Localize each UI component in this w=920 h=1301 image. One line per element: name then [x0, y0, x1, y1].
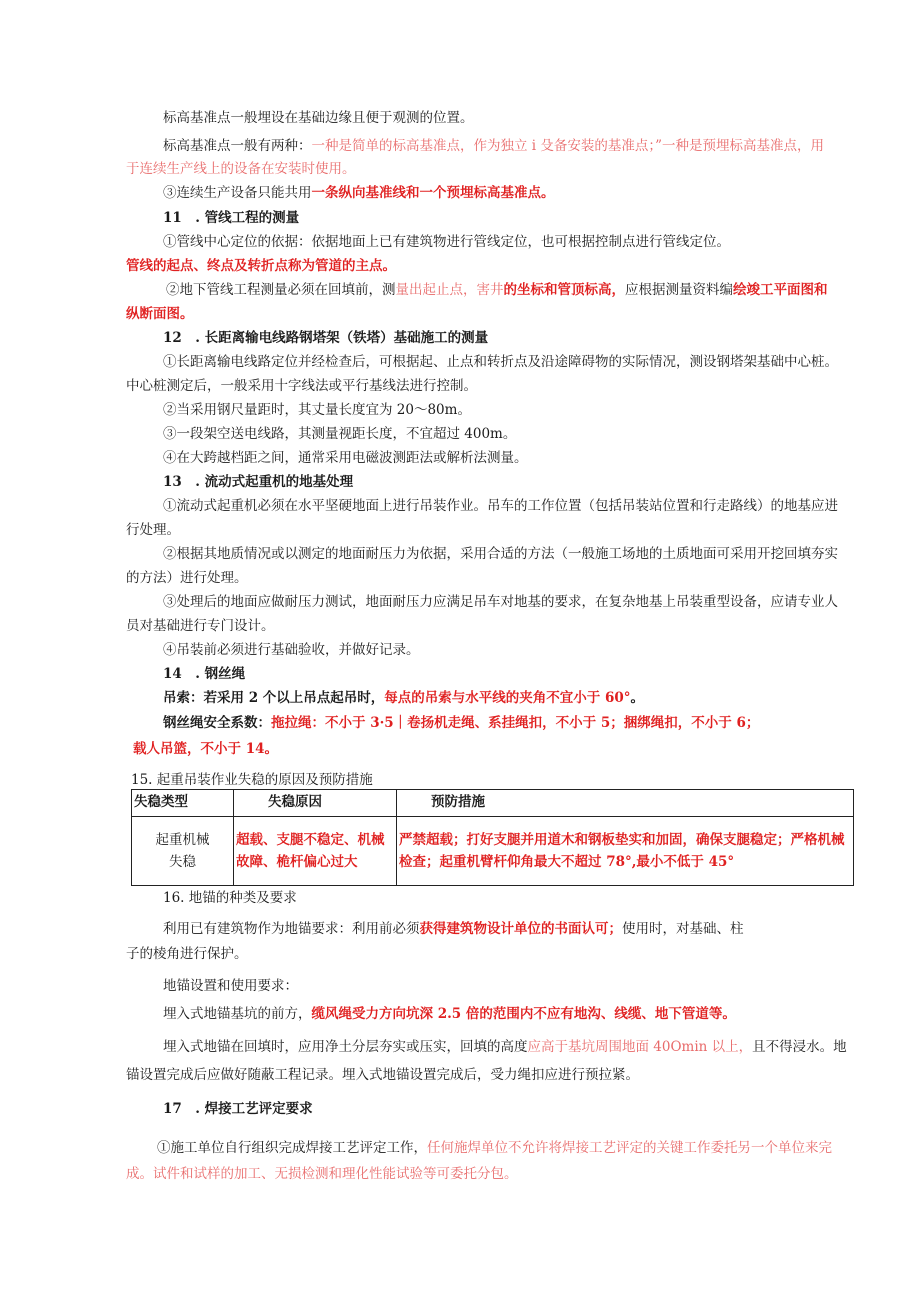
text-run: 吊索：若采用 2 个以上吊点起吊时， — [163, 690, 385, 706]
text-run: 埋入式地锚基坑的前方， — [163, 1006, 312, 1022]
paragraph-line: ③处理后的地面应做耐压力测试，地面耐压力应满足吊车对地基的要求，在复杂地基上吊装重型设备，应请专业人 — [163, 594, 838, 610]
highlight-text: 获得建筑物设计单位的书面认可； — [419, 921, 622, 937]
section-heading-13: 13 . 流动式起重机的地基处理 — [163, 474, 354, 490]
highlight-text: 量出起止点，害井 — [395, 282, 504, 298]
paragraph-line: 地锚设置和使用要求： — [163, 978, 298, 994]
highlight-text: 一种是简单的标高基准点，作为独立 i 殳备安装的基准点；”一种是预埋标高基准点，用 — [311, 138, 825, 154]
paragraph-line: 锚设置完成后应做好随蔽工程记录。埋入式地锚设置完成后，受力绳扣应进行预拉紧。 — [126, 1067, 639, 1083]
instability-table — [131, 789, 854, 886]
paragraph-line: ②根据其地质情况或以测定的地面耐压力为依据，采用合适的方法（一般施工场地的土质地面可采用开挖回填夯实 — [163, 546, 838, 562]
table-cell-measure: 严禁超载；打好支腿并用道木和钢板垫实和加固，确保支腿稳定；严格机械检查；起重机臂杆仰角最大不超过 78°,最小不低于 45° — [397, 817, 854, 886]
paragraph-line: ③一段架空送电线路，其测量视距长度，不宜超过 400m。 — [163, 426, 517, 442]
paragraph-line: ④吊装前必须进行基础验收，并做好记录。 — [163, 642, 420, 658]
paragraph-line — [163, 1005, 736, 1023]
highlight-text: 的坐标和管顶标高， — [503, 282, 625, 298]
paragraph-line — [163, 920, 744, 938]
table-cell-cause: 超载、支腿不稳定、机械故障、桅杆偏心过大 — [234, 817, 397, 886]
paragraph-line — [163, 714, 759, 732]
highlight-text: 一条纵向基准线和一个预埋标高基准点。 — [311, 185, 555, 201]
cell-text: 起重机械 — [155, 832, 210, 848]
table-header-row — [132, 790, 854, 817]
table-header-cell: 预防措施 — [397, 790, 854, 817]
table-row — [132, 817, 854, 886]
cell-text: 失稳 — [169, 854, 196, 870]
highlight-text: 任何施焊单位不允许将焊接工艺评定的关键工作委托另一个单位来完 — [427, 1140, 832, 1156]
paragraph-line: 行处理。 — [126, 522, 180, 538]
table-header-cell: 失稳类型 — [132, 790, 234, 817]
text-run: 应根据测量资料编 — [625, 282, 733, 298]
paragraph-line: 于连续生产线上的设备在安装时使用。 — [126, 161, 356, 177]
section-heading-15: 15. 起重吊装作业失稳的原因及预防措施 — [131, 772, 373, 788]
highlight-line: 纵断面图。 — [126, 306, 194, 322]
highlight-text: 绘竣工平面图和 — [733, 282, 828, 298]
paragraph-line: ①长距离输电线路定位并经检查后，可根据起、止点和转折点及沿途障碍物的实际情况，测设钢塔架基础中心桩。 — [163, 354, 838, 370]
text-run: 钢丝绳安全系数： — [163, 715, 271, 731]
highlight-text: 缆风绳受力方向坑深 2.5 倍的范围内不应有地沟、线缆、地下管道等。 — [311, 1006, 736, 1022]
paragraph-line: 的方法）进行处理。 — [126, 570, 248, 586]
highlight-text: 应高于基坑周围地面 40Omin 以上， — [527, 1039, 753, 1055]
paragraph-line: ①流动式起重机必须在水平坚硬地面上进行吊装作业。吊车的工作位置（包括吊装站位置和行走路线）的地基应进 — [163, 498, 838, 514]
section-heading-14: 14 . 钢丝绳 — [163, 666, 246, 682]
paragraph-line — [163, 137, 824, 155]
paragraph-line: 子的棱角进行保护。 — [126, 946, 248, 962]
highlight-line: 载人吊篮，不小于 14。 — [133, 741, 278, 757]
paragraph-line — [163, 689, 644, 707]
paragraph-line: 标高基准点一般埋设在基础边缘且便于观测的位置。 — [163, 110, 474, 126]
highlight-text: 每点的吊索与水平线的夹角不宜小于 60° — [384, 690, 631, 706]
section-heading-12: 12 . 长距离输电线路钢塔架（铁塔）基础施工的测量 — [163, 330, 489, 346]
section-heading-16: 16. 地锚的种类及要求 — [163, 890, 297, 906]
paragraph-line: 员对基础进行专门设计。 — [126, 618, 275, 634]
text-run: 埋入式地锚在回填时，应用净土分层夯实或压实，回填的高度 — [163, 1039, 528, 1055]
paragraph-line: ②当采用钢尺量距时，其丈量长度宜为 20～80m。 — [163, 402, 471, 418]
paragraph-line — [166, 281, 828, 299]
text-run: 且不得浸水。地 — [752, 1039, 847, 1055]
paragraph-line: ①管线中心定位的依据：依据地面上已有建筑物进行管线定位，也可根据控制点进行管线定位。 — [163, 234, 730, 250]
highlight-line: 管线的起点、终点及转折点称为管道的主点。 — [126, 258, 396, 274]
text-run: ①施工单位自行组织完成焊接工艺评定工作， — [157, 1140, 427, 1156]
text-run: 标高基准点一般有两种： — [163, 138, 312, 154]
text-run: 使用时，对基础、柱 — [622, 921, 744, 937]
section-heading-17: 17 . 焊接工艺评定要求 — [163, 1101, 313, 1117]
paragraph-line: ④在大跨越档距之间，通常采用电磁波测距法或解析法测量。 — [163, 450, 528, 466]
paragraph-line — [163, 1038, 847, 1056]
text-run: ③连续生产设备只能共用 — [163, 185, 312, 201]
section-heading-11: 11 . 管线工程的测量 — [163, 210, 300, 226]
table-header-cell: 失稳原因 — [234, 790, 397, 817]
text-run: ②地下管线工程测量必须在回填前，测 — [166, 282, 396, 298]
paragraph-line: 中心桩测定后，一般采用十字线法或平行基线法进行控制。 — [126, 378, 477, 394]
text-run: 利用已有建筑物作为地锚要求：利用前必须 — [163, 921, 420, 937]
paragraph-line — [157, 1139, 832, 1157]
text-run: 。 — [630, 690, 645, 706]
highlight-text: 拖拉绳：不小于 3·5｜卷扬机走绳、系挂绳扣，不小于 5；捆绑绳扣，不小于 6； — [271, 715, 760, 731]
paragraph-line — [163, 184, 555, 202]
paragraph-line: 成。试件和试样的加工、无损检测和理化性能试验等可委托分包。 — [126, 1166, 518, 1182]
table-cell-type — [132, 817, 234, 886]
